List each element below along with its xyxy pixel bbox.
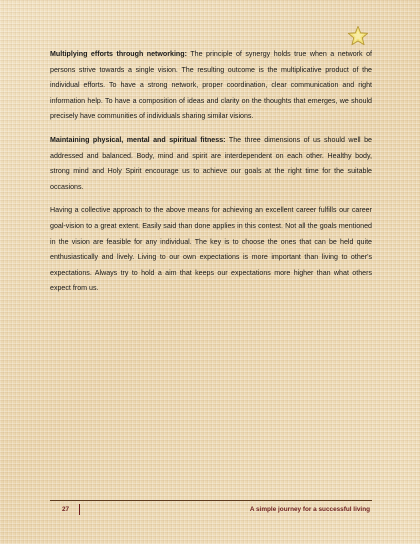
running-title: A simple journey for a successful living [249, 506, 370, 513]
footer-separator [79, 504, 80, 515]
page-footer [50, 503, 372, 517]
paragraph-heading: Multiplying efforts through networking: [50, 50, 187, 58]
body-text [50, 47, 372, 305]
paragraph-networking [50, 47, 372, 125]
paragraph-fitness [50, 133, 372, 195]
paragraph-body: Having a collective approach to the above means for achieving an excellent career fulfills our career goal-vision to a great extent. Easily said than done applies in this contest. Not all the goals mentioned in the vision are feasible for any individual. The key is to choose the ones that can be held quite enthusiastically and lively. Living to our own expectations is more important than living to other's expectations. Always try to hold a aim that keeps our expectations more higher than what others expect from us. [50, 206, 372, 293]
page-number: 27 [62, 506, 70, 513]
paragraph-body: The principle of synergy holds true when a network of persons strive towards a single vision. The resulting outcome is the multiplicative product of the individual efforts. To have a strong network, proper coordination, clear communication and right information help. To have a composition of ideas and clarity on the thoughts that emerges, we should precisely have communities of individuals sharing similar visions. [50, 50, 372, 121]
star-icon [347, 25, 369, 47]
paragraph-body: The three dimensions of us should well be addressed and balanced. Body, mind and spirit are interdependent on each other. Healthy body, strong mind and Holy Spirit encourage us to achieve our goals at the right time for the suitable occasions. [50, 135, 372, 191]
paragraph-heading: Maintaining physical, mental and spiritual fitness: [50, 135, 226, 144]
paragraph-collective-approach [50, 203, 372, 297]
footer-divider [50, 500, 372, 501]
